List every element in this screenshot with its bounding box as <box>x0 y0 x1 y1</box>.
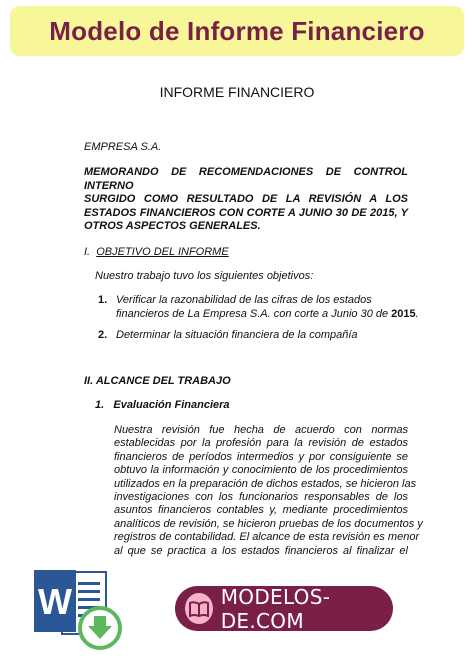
paragraph-line: al que se practica a los estados financieros al finalizar el <box>114 544 408 557</box>
paragraph-line: Nuestra revisión fue hecha de acuerdo con normas <box>114 424 408 436</box>
section-objective-heading <box>84 246 229 260</box>
list-item-text: financieros de La Empresa S.A. con corte a Junio 30 de <box>116 307 392 320</box>
word-document-download-icon[interactable] <box>34 566 126 652</box>
svg-text:W: W <box>38 581 72 622</box>
list-item: Determinar la situación financiera de la compañía <box>116 329 358 341</box>
subsection-heading <box>95 399 230 413</box>
memo-line: MEMORANDO DE RECOMENDACIONES DE CONTROL INTERNO <box>84 166 408 192</box>
paragraph-line: utilizados en la preparación de dichos estados, se hicieron las <box>114 477 417 490</box>
document-title: INFORME FINANCIERO <box>159 84 315 100</box>
list-item-end: . <box>415 307 419 320</box>
banner-title: Modelo de Informe Financiero <box>49 15 425 46</box>
section-title: OBJETIVO DEL INFORME <box>96 246 229 258</box>
paragraph-line: establecidas por la profesión para la revisión de estados <box>114 437 408 450</box>
list-item-number: 1. <box>98 294 108 306</box>
paragraph-line: asuntos financieros contables y, mediante procedimientos <box>114 504 408 517</box>
list-item-number: 2. <box>98 329 108 341</box>
scope-paragraph <box>114 424 423 558</box>
paragraph-line: obtuvo la información y conocimiento de los procedimientos <box>114 464 408 477</box>
objectives-intro: Nuestro trabajo tuvo los siguientes objetivos: <box>95 270 314 282</box>
section-scope-heading: II. ALCANCE DEL TRABAJO <box>84 375 231 387</box>
memo-line: OTROS ASPECTOS GENERALES. <box>84 220 261 232</box>
list-item-year: 2015 <box>391 307 416 320</box>
title-banner <box>10 6 464 56</box>
memo-line: SURGIDO COMO RESULTADO DE LA REVISIÓN A LOS <box>84 193 408 205</box>
paragraph-line: financieros de períodos intermedios y por consiguiente se <box>114 450 408 463</box>
site-label: MODELOS-DE.COM <box>220 584 331 633</box>
section-number: I. <box>84 246 91 258</box>
memo-heading <box>84 166 408 234</box>
book-icon <box>185 593 213 624</box>
company-name: EMPRESA S.A. <box>84 141 162 153</box>
subsection-number: 1. <box>95 399 105 411</box>
paragraph-line: investigaciones con los funcionarios responsables de los <box>114 491 408 504</box>
paragraph-line: analíticos de revisión, se hicieron pruebas de los documentos y <box>114 517 423 530</box>
list-item-line: Verificar la razonabilidad de las cifras de los estados <box>116 294 372 306</box>
memo-line: ESTADOS FINANCIEROS CON CORTE A JUNIO 30 DE 2015, Y <box>84 206 408 219</box>
subsection-title: Evaluación Financiera <box>113 399 230 411</box>
list-item <box>116 294 419 321</box>
paragraph-line: registros de contabilidad. El alcance de esta revisión es menor <box>114 531 420 544</box>
list-item-line <box>116 308 419 322</box>
site-link-button[interactable] <box>175 586 393 631</box>
